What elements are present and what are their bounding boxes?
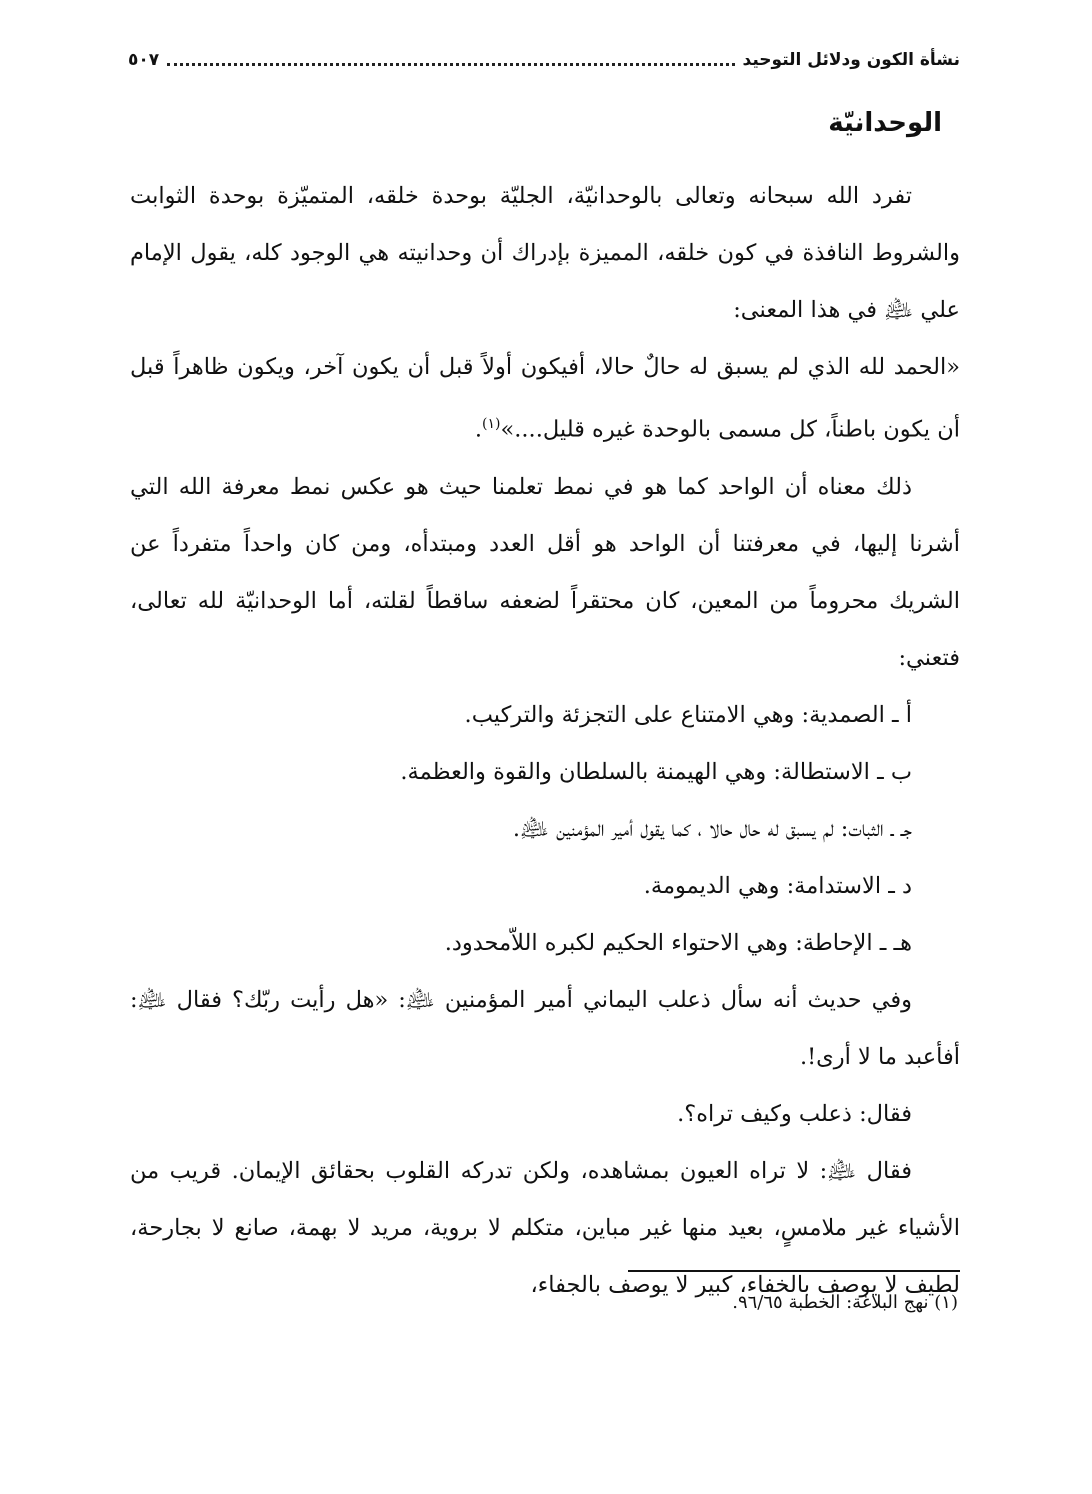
- dialogue-question: وفي حديث أنه سأل ذعلب اليماني أمير المؤمنين ﵇: «هل رأيت ربّك؟ فقال ﵇: أفأعبد ما لا أرى!.: [130, 986, 960, 1070]
- footnote: (١) نهج البلاغة: الخطبة ٩٦/٦٥.: [732, 1292, 958, 1313]
- paragraph-explanation: ذلك معناه أن الواحد كما هو في نمط تعلمنا حيث هو عكس نمط معرفة الله التي أشرنا إليها، في معرفتنا أن الواحد هو أقل العدد ومبتدأه، ومن كان واحداً متفرداً عن الشريك محروماً من المعين، كان محتقراً لضعفه ساقطاً لقلته، أما الوحدانيّة لله تعالى، فتعني:: [130, 473, 960, 671]
- section-title: الوحدانيّة: [828, 108, 942, 138]
- quote-paragraph: «الحمد لله الذي لم يسبق له حالٌ حالا، أفيكون أولاً قبل أن يكون آخر، ويكون ظاهراً قبل أن يكون باطناً، كل مسمى بالوحدة غيره قليل....»$^{(١)}$.: [130, 354, 960, 443]
- footnote-divider: [628, 1270, 960, 1272]
- list-item-istidama: د ـ الاستدامة: وهي الديمومة.: [643, 872, 912, 899]
- list-item-ihata: هـ ـ الإحاطة: وهي الاحتواء الحكيم لكبره اللاّمحدود.: [444, 929, 912, 956]
- footnote-ref: (١): [482, 416, 501, 432]
- running-header: [128, 40, 960, 80]
- page-number: ٥٠٧: [128, 50, 160, 70]
- dialogue-followup: فقال: ذعلب وكيف تراه؟.: [677, 1100, 912, 1127]
- list-item-thabat: جـ ـ الثبات: لم يسبق له حال حالا ، كما يقول أمير المؤمنين ﵇.: [512, 815, 912, 842]
- leader-dots: [167, 63, 734, 66]
- paragraph-intro: تفرد الله سبحانه وتعالى بالوحدانيّة، الجليّة بوحدة خلقه، المتميّزة بوحدة الثوابت والشروط النافذة في كون خلقه، المميزة بإدراك أن وحدانيته هي الوجود كله، يقول الإمام علي ﵇ في هذا المعنى:: [130, 183, 960, 323]
- body-text: [130, 168, 960, 1314]
- list-item-istitala: ب ـ الاستطالة: وهي الهيمنة بالسلطان والقوة والعظمة.: [400, 758, 912, 785]
- quote-text: «الحمد لله الذي لم يسبق له حالٌ حالا، أفيكون أولاً قبل أن يكون آخر، ويكون ظاهراً قبل أن يكون باطناً، كل مسمى بالوحدة غيره قليل....»: [130, 354, 960, 443]
- dialogue-answer: فقال ﵇: لا تراه العيون بمشاهده، ولكن تدركه القلوب بحقائق الإيمان. قريب من الأشياء غير ملامسٍ، بعيد منها غير مباين، متكلم لا بروية، مريد لا بهمة، صانع لا بجارحة، لطيف لا يوصف بالخفاء، كبير لا يوصف بالجفاء،: [130, 1157, 960, 1298]
- running-title: نشأة الكون ودلائل التوحيد: [742, 50, 960, 70]
- list-item-samadiyya: أ ـ الصمدية: وهي الامتناع على التجزئة والتركيب.: [464, 701, 912, 728]
